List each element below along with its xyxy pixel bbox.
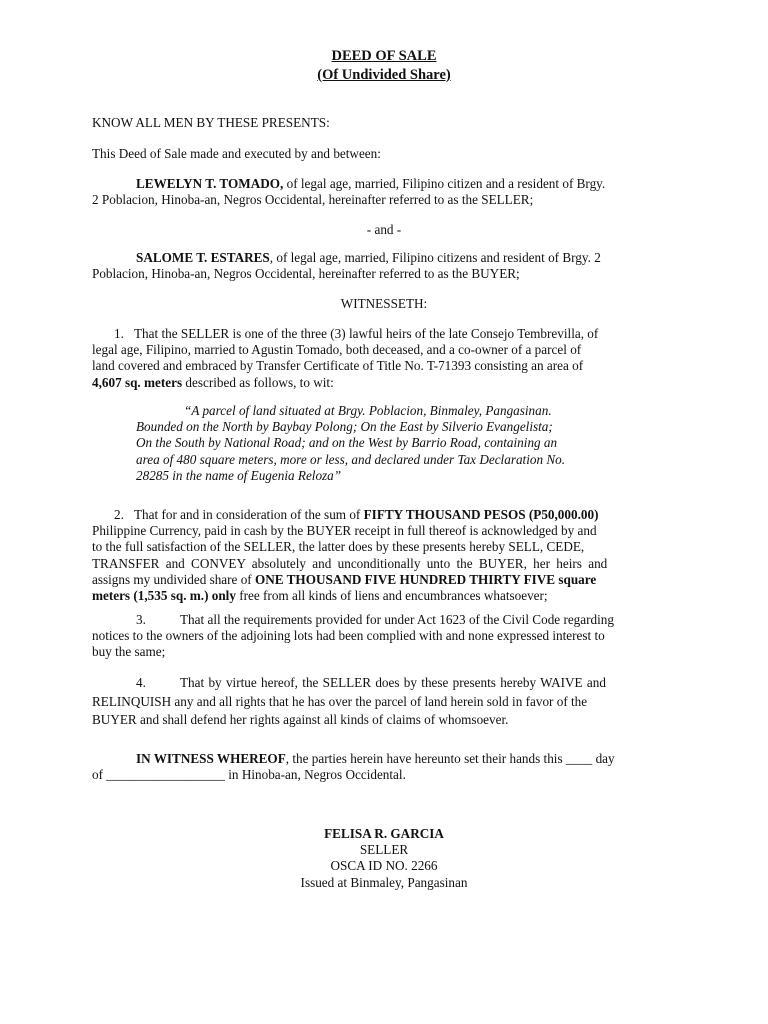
clause-4-line-1: That by virtue hereof, the SELLER does by these presents hereby WAIVE and [180,675,606,690]
clause-1 [92,326,677,391]
clause-1-area: 4,607 sq. meters [92,374,183,390]
clause-2-number: 2. [114,507,124,522]
clause-2-line-4: TRANSFER and CONVEY absolutely and unconditionally unto the BUYER, her heirs and [92,555,608,571]
and-separator: - and - [366,222,402,237]
clause-3-line-3: buy the same; [92,644,166,660]
clause-4-number: 4. [136,675,146,690]
clause-1-line-4: described as follows, to wit: [182,374,334,390]
clause-2-line-1a: That for and in consideration of the sum of [134,507,364,522]
clause-2-amount: FIFTY THOUSAND PESOS (P50,000.00) [363,507,599,522]
witness-clause [92,751,677,783]
clause-2-line-2: Philippine Currency, paid in cash by the BUYER receipt in full thereof is acknowledged by and [92,523,597,539]
clause-1-line-2: legal age, Filipino, married to Agustin Tomado, both deceased, and a co-owner of a parcel of [92,342,582,358]
signatory-id: OSCA ID NO. 2266 [330,858,438,874]
signatory-issued: Issued at Binmaley, Pangasinan [300,874,468,890]
seller-party-desc-2: 2 Poblacion, Hinoba-an, Negros Occidental, hereinafter referred to as the SELLER; [92,192,534,208]
clause-4 [92,674,677,730]
signatory-role: SELLER [359,842,409,858]
clause-4-line-2: RELINQUISH any and all rights that he has over the parcel of land herein sold in favor of the [92,693,588,709]
quote-line-2: Bounded on the North by Baybay Polong; On the East by Silverio Evangelista; [136,419,553,435]
signatory-block [0,826,768,891]
clause-1-number: 1. [114,326,124,341]
buyer-party-paragraph [92,250,677,282]
seller-party-name: LEWELYN T. TOMADO, [136,176,284,191]
clause-2-share-area: meters (1,535 sq. m.) only [92,588,236,604]
clause-1-line-3: land covered and embraced by Transfer Certificate of Title No. T-71393 consisting an area of [92,358,584,374]
quote-line-4: area of 480 square meters, more or less, and declared under Tax Declaration No. [136,451,566,467]
witness-line-1: , the parties herein have hereunto set their hands this ____ day [285,751,615,766]
clause-3 [92,612,677,661]
quote-line-1: “A parcel of land situated at Brgy. Poblacion, Binmaley, Pangasinan. [184,403,552,418]
clause-3-number: 3. [136,612,146,627]
clause-2-line-3: to the full satisfaction of the SELLER, the latter does by these presents hereby SELL, CEDE, [92,539,585,555]
signatory-name: FELISA R. GARCIA [324,826,444,841]
buyer-party-desc-1: , of legal age, married, Filipino citizens and resident of Brgy. 2 [269,250,601,265]
buyer-party-desc-2: Poblacion, Hinoba-an, Negros Occidental, hereinafter referred to as the BUYER; [92,266,520,282]
clause-2-line-6: free from all kinds of liens and encumbrances whatsoever; [235,588,548,604]
clause-3-line-1: That all the requirements provided for under Act 1623 of the Civil Code regarding [180,612,614,627]
quote-line-5: 28285 in the name of Eugenia Reloza” [136,467,342,483]
witnesseth-heading: WITNESSETH: [340,296,428,311]
seller-party-paragraph [92,176,677,208]
clause-1-line-1: That the SELLER is one of the three (3) lawful heirs of the late Consejo Tembrevilla, of [134,326,599,341]
witness-line-2: of __________________ in Hinoba-an, Negros Occidental. [92,767,406,783]
know-all-line: KNOW ALL MEN BY THESE PRESENTS: [92,115,330,130]
clause-3-line-2: notices to the owners of the adjoining lots had been complied with and none expressed interest to [92,628,605,644]
clause-2-share: ONE THOUSAND FIVE HUNDRED THIRTY FIVE square [255,571,597,587]
clause-2-line-5a: assigns my undivided share of [92,571,255,587]
doc-subtitle: (Of Undivided Share) [317,67,451,83]
witness-whereof: IN WITNESS WHEREOF [136,751,286,766]
quote-line-3: On the South by National Road; and on the West by Barrio Road, containing an [136,435,558,451]
doc-title: DEED OF SALE [331,48,437,64]
buyer-party-name: SALOME T. ESTARES [136,250,270,265]
made-by-line: This Deed of Sale made and executed by and between: [92,146,381,161]
seller-party-desc-1: of legal age, married, Filipino citizen and a resident of Brgy. [283,176,606,191]
land-description-quote [136,403,636,484]
clause-2 [92,507,677,604]
clause-4-line-3: BUYER and shall defend her rights against all kinds of claims of whomsoever. [92,712,509,727]
